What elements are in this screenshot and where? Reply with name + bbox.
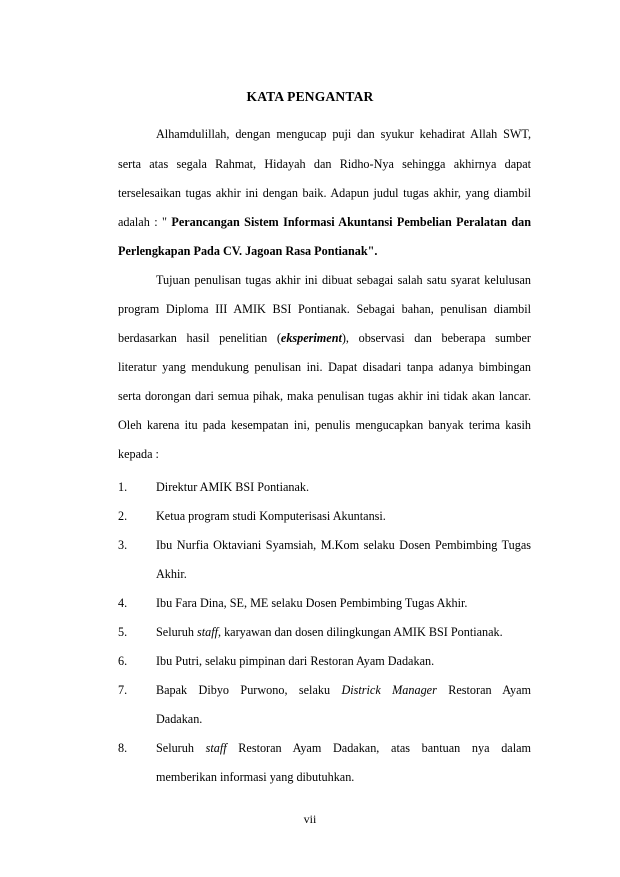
page-title: KATA PENGANTAR — [246, 89, 374, 104]
paragraph-2-line-7: kepada : — [118, 447, 159, 461]
thesis-title-bold: Perancangan Sistem Informasi Akuntansi Pembelian Peralatan dan — [166, 215, 531, 229]
list-item-text — [156, 682, 531, 698]
list-item-number: 2. — [118, 509, 128, 523]
list-item-number: 8. — [118, 741, 128, 755]
line-text: Seluruh — [156, 625, 197, 639]
italic-term: staff — [196, 625, 218, 639]
list-item-number: 1. — [118, 480, 128, 494]
line-text: , karyawan dan dosen dilingkungan AMIK BSI Pontianak. — [217, 625, 503, 639]
paragraph-1-line-3: terselesaikan tugas akhir ini dengan baik. Adapun judul tugas akhir, yang diambil — [118, 186, 531, 200]
paragraph-2-line-6: Oleh karena itu pada kesempatan ini, penulis mengucapkan banyak terima kasih — [118, 418, 531, 432]
italic-term: staff — [205, 741, 227, 755]
paragraph-2-line-4: literatur yang mendukung penulisan ini. Dapat disadari tanpa adanya bimbingan — [118, 360, 531, 374]
list-item-text-continued: Akhir. — [156, 567, 187, 581]
italic-term: eksperiment — [280, 331, 342, 345]
line-text: ), observasi dan beberapa sumber — [341, 331, 531, 345]
thesis-title-bold: Perlengkapan Pada CV. Jagoan Rasa Pontianak". — [118, 244, 378, 258]
list-item-number: 7. — [118, 683, 128, 697]
line-text: Bapak Dibyo Purwono, selaku — [156, 683, 342, 697]
list-item-text: Ibu Putri, selaku pimpinan dari Restoran Ayam Dadakan. — [156, 654, 435, 668]
list-item-text: Ibu Nurfia Oktaviani Syamsiah, M.Kom selaku Dosen Pembimbing Tugas — [156, 538, 531, 552]
page-number: vii — [303, 812, 317, 826]
list-item-number: 6. — [118, 654, 128, 668]
line-text: Seluruh — [156, 741, 206, 755]
paragraph-1-line-4 — [118, 214, 531, 230]
paragraph-2-line-1: Tujuan penulisan tugas akhir ini dibuat sebagai salah satu syarat kelulusan — [156, 273, 531, 287]
list-item-text: Direktur AMIK BSI Pontianak. — [156, 480, 310, 494]
list-item-text: Ibu Fara Dina, SE, ME selaku Dosen Pembimbing Tugas Akhir. — [156, 596, 468, 610]
italic-term: Districk Manager — [341, 683, 437, 697]
list-item-number: 3. — [118, 538, 128, 552]
list-item-text-continued: memberikan informasi yang dibutuhkan. — [156, 770, 355, 784]
paragraph-1-line-2: serta atas segala Rahmat, Hidayah dan Ridho-Nya sehingga akhirnya dapat — [118, 157, 531, 171]
paragraph-2-line-2: program Diploma III AMIK BSI Pontianak. Sebagai bahan, penulisan diambil — [118, 302, 531, 316]
line-text: berdasarkan hasil penelitian ( — [118, 331, 281, 345]
paragraph-2-line-3 — [118, 330, 531, 346]
paragraph-1-line-5 — [118, 243, 531, 259]
line-text: adalah : " — [118, 215, 167, 229]
paragraph-2-line-5: serta dorongan dari semua pihak, maka penulisan tugas akhir ini tidak akan lancar. — [118, 389, 531, 403]
list-item-text — [156, 624, 531, 640]
list-item-text: Ketua program studi Komputerisasi Akuntansi. — [156, 509, 386, 523]
list-item-text — [156, 740, 531, 756]
line-text: Restoran Ayam — [436, 683, 531, 697]
list-item-number: 4. — [118, 596, 128, 610]
line-text: Restoran Ayam Dadakan, atas bantuan nya dalam — [226, 741, 531, 755]
list-item-text-continued: Dadakan. — [156, 712, 203, 726]
paragraph-1-line-1: Alhamdulillah, dengan mengucap puji dan syukur kehadirat Allah SWT, — [156, 127, 531, 141]
list-item-number: 5. — [118, 625, 128, 639]
